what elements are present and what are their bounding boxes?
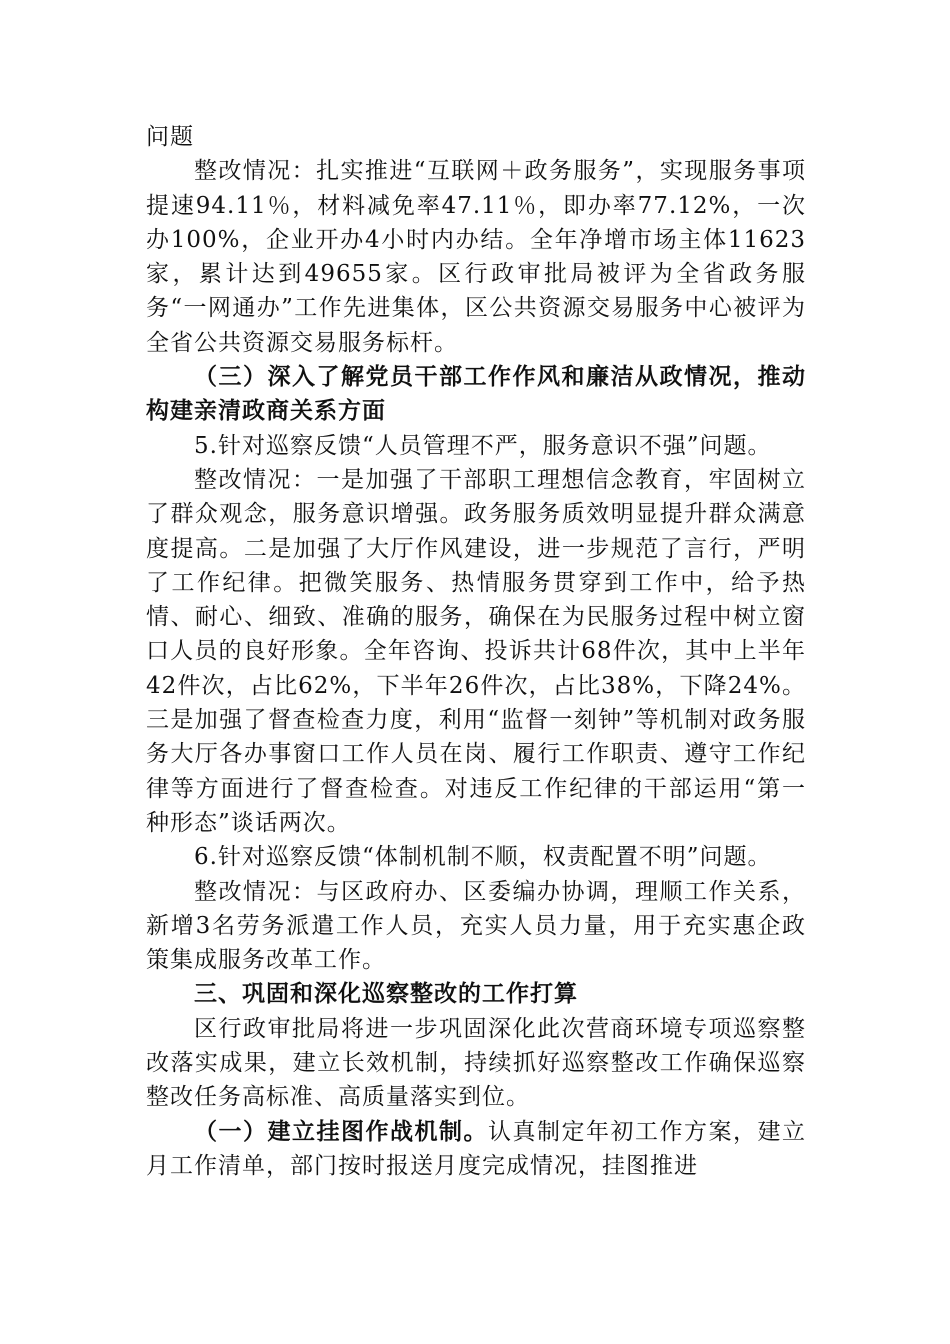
paragraph-continuation: 问题 [146, 124, 194, 150]
item-5-heading: 5.针对巡察反馈“人员管理不严，服务意识不强”问题。 [194, 432, 772, 459]
document-page [146, 120, 806, 1183]
paragraph-plan-intro: 区行政审批局将进一步巩固深化此次营商环境专项巡察整改落实成果，建立长效机制，持续抓好巡察整改工作确保巡察整改任务高标准、高质量落实到位。 [146, 1015, 806, 1111]
item-6-heading: 6.针对巡察反馈“体制机制不顺，权责配置不明”问题。 [194, 844, 772, 871]
section-heading-3: （三）深入了解党员干部工作作风和廉洁从政情况，推动构建亲清政商关系方面 [146, 364, 806, 425]
paragraph-plan-item-1 [146, 1115, 806, 1184]
paragraph-rectification-status-6: 整改情况：与区政府办、区委编办协调，理顺工作关系，新增3名劳务派遣工作人员，充实人员力量，用于充实惠企政策集成服务改革工作。 [146, 878, 806, 974]
paragraph-rectification-status-5: 整改情况：一是加强了干部职工理想信念教育，牢固树立了群众观念，服务意识增强。政务服务质效明显提升群众满意度提高。二是加强了大厅作风建设，进一步规范了言行，严明了工作纪律。把微笑服务、热情服务贯穿到工作中，给予热情、耐心、细致、准确的服务，确保在为民服务过程中树立窗口人员的良好形象。全年咨询、投诉共计68件次，其中上半年42件次，占比62%，下半年26件次，占比38%，下降24%。三是加强了督查检查力度，利用“监督一刻钟”等机制对政务服务大厅各办事窗口工作人员在岗、履行工作职责、遵守工作纪律等方面进行了督查检查。对违反工作纪律的干部运用“第一种形态”谈话两次。 [146, 466, 806, 836]
plan-item-1-lead: （一）建立挂图作战机制。 [194, 1118, 488, 1145]
plan-item-1-text: 认真制定年初工作方案，建立月工作清单，部门按时报送月度完成情况，挂图推进 [146, 1118, 806, 1179]
chapter-heading-3: 三、巩固和深化巡察整改的工作打算 [194, 981, 578, 1008]
paragraph-rectification-status-1: 整改情况：扎实推进“互联网＋政务服务”，实现服务事项提速94.11％，材料减免率47.11％，即办率77.12%，一次办100%，企业开办4小时内办结。全年净增市场主体11623家，累计达到49655家。区行政审批局被评为全省政务服务“一网通办”工作先进集体，区公共资源交易服务中心被评为全省公共资源交易服务标杆。 [146, 158, 806, 356]
